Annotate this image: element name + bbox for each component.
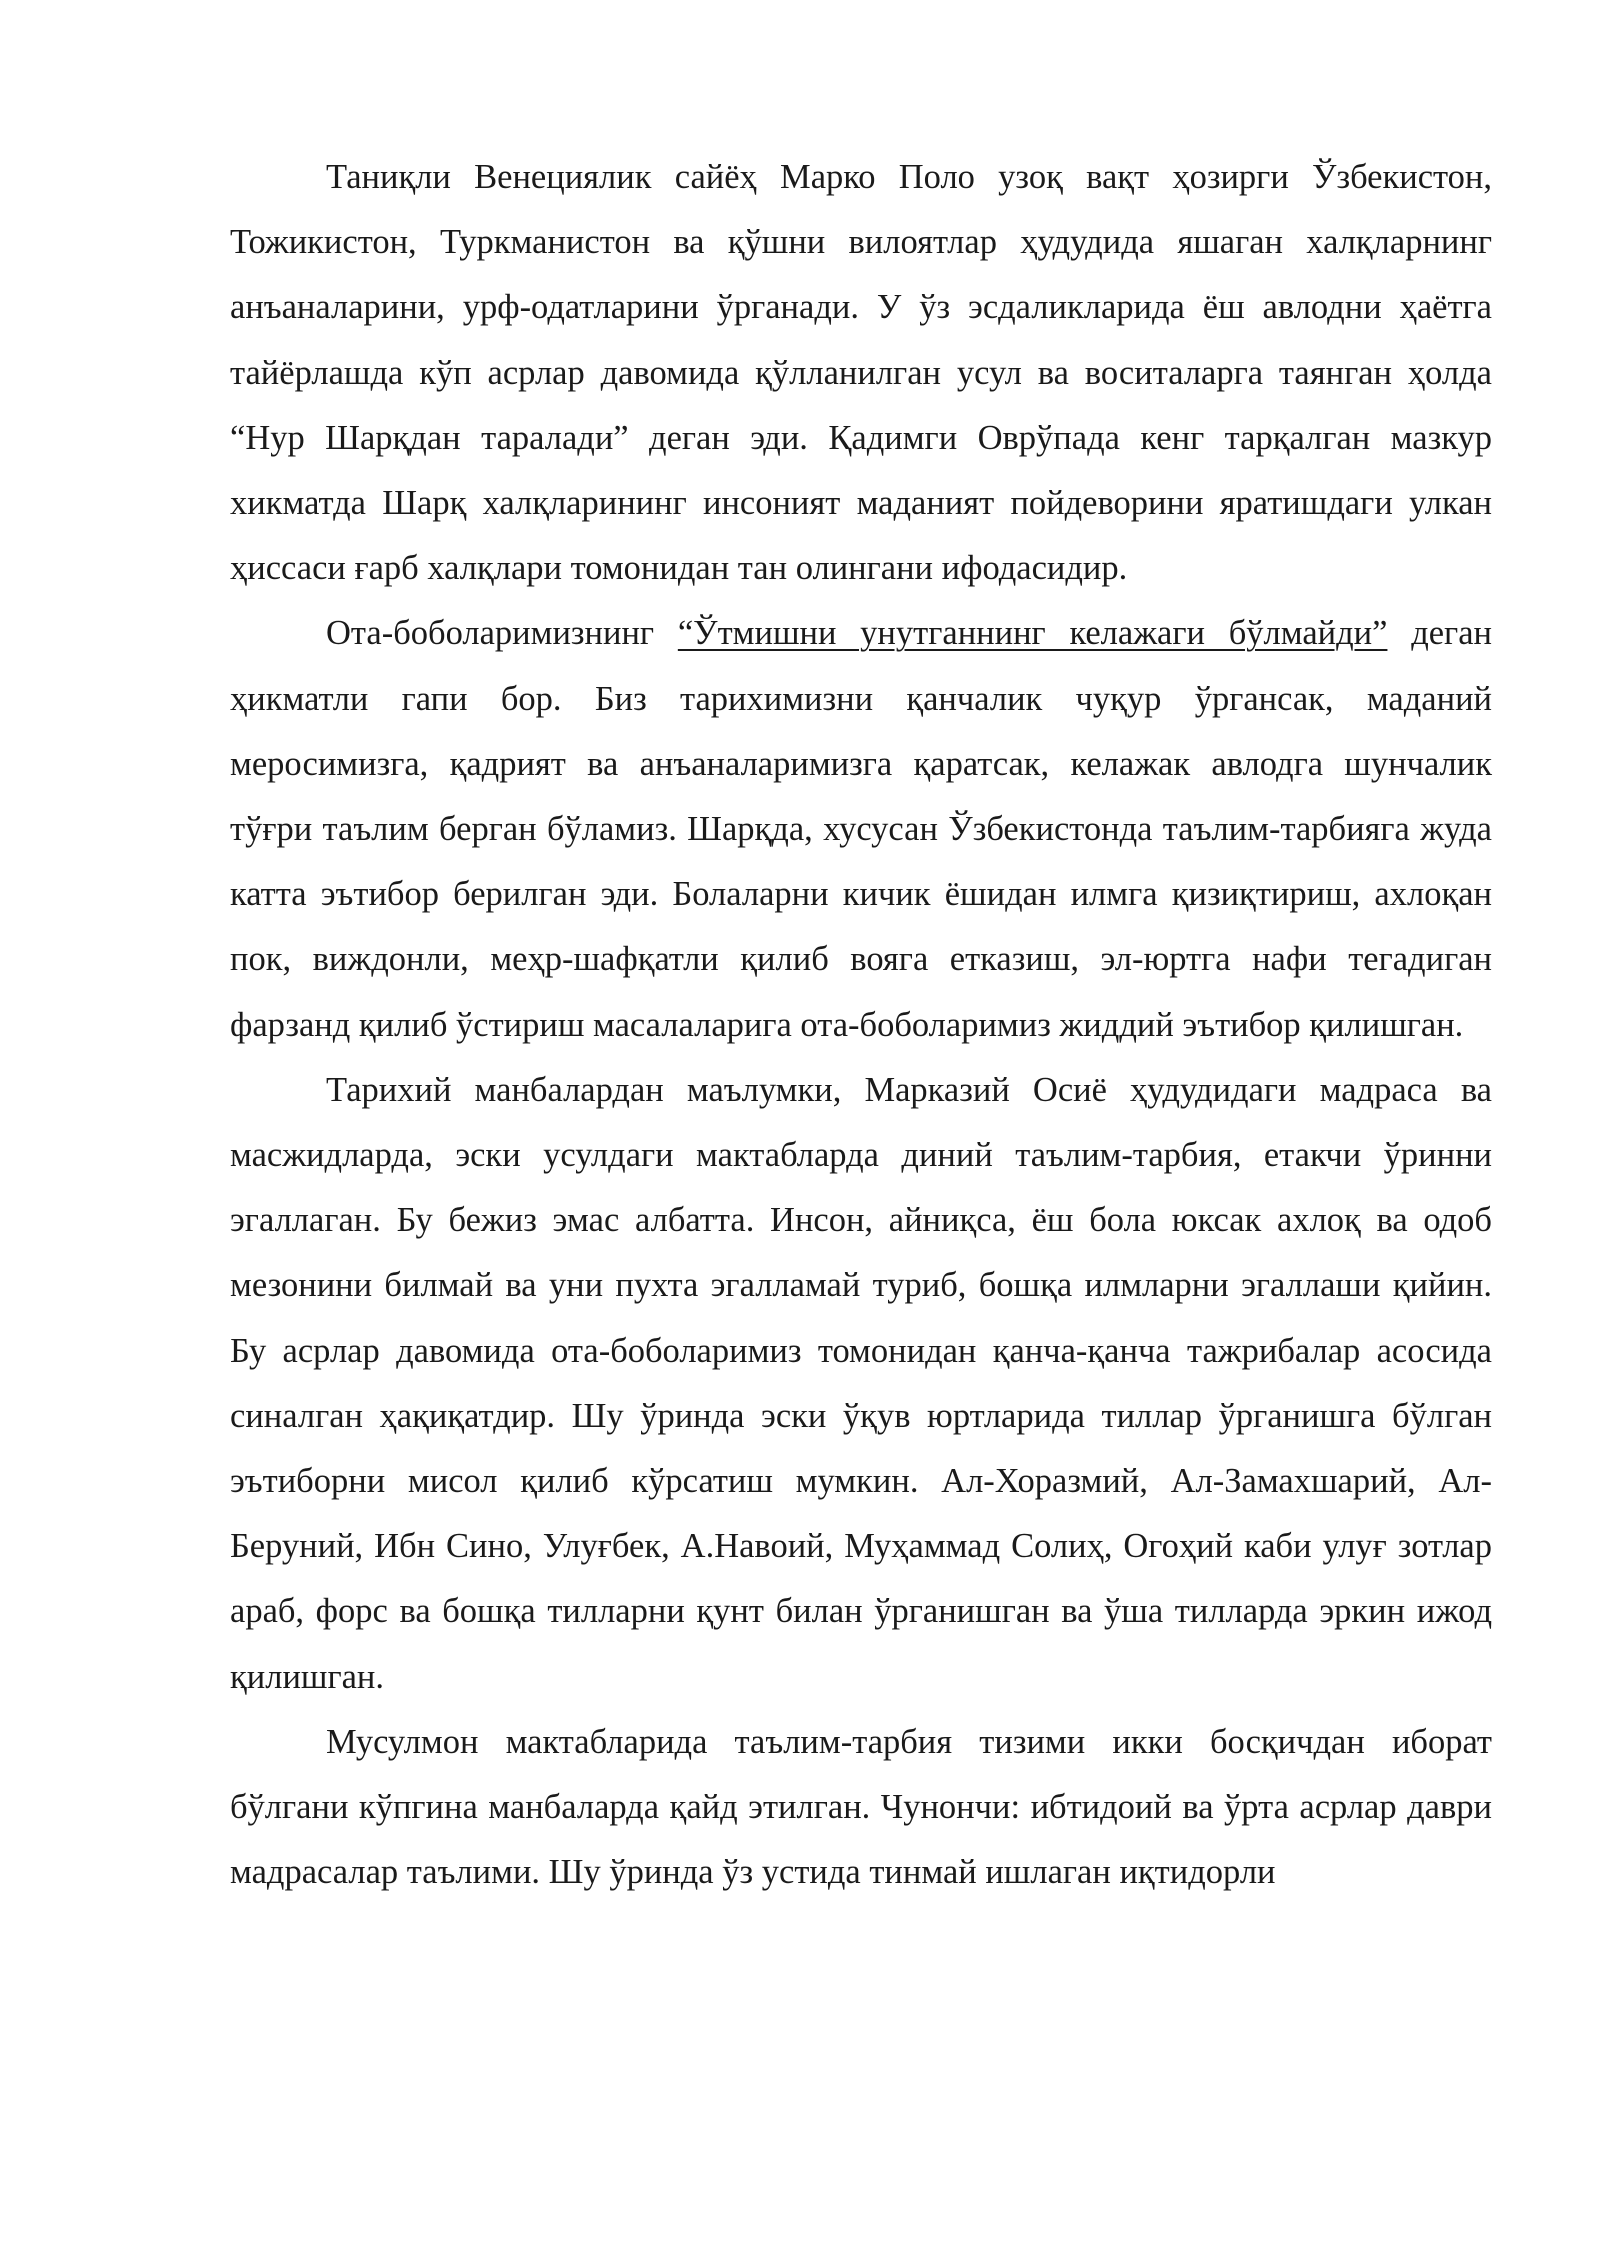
- underlined-quote: “Ўтмишни унутганнинг келажаги бўлмайди”: [677, 614, 1388, 653]
- paragraph-intro-text: Ота-боболаримизнинг: [326, 614, 678, 653]
- paragraph-muslim-schools: Мусулмон мактабларида таълим-тарбия тизими икки босқичдан иборат бўлгани кўпгина манбаларда қайд этилган. Чунончи: ибтидоий ва ўрта асрлар даври мадрасалар таълими. Шу ўринда ўз устида тинмай ишлаган иқтидорли: [230, 1722, 1492, 1892]
- paragraph-continuation-text: деган ҳикматли гапи бор. Биз тарихимизни қанчалик чуқур ўргансак, маданий меросимизга, қадрият ва анъаналаримизга қаратсак, келажак авлодга шунчалик тўғри таълим берган бўламиз. Шарқда, хусусан Ўзбекистонда таълим-тарбияга жуда катта эътибор берилган эди. Болаларни кичик ёшидан илмга қизиқтириш, ахлоқан пок, виждонли, меҳр-шафқатли қилиб вояга етказиш, эл-юртга нафи тегадиган фарзанд қилиб ўстириш масалаларига ота-боболаримиз жиддий эътибор қилишган.: [230, 614, 1492, 1044]
- paragraph-historical-sources: Тарихий манбалардан маълумки, Марказий Осиё ҳудудидаги мадраса ва масжидларда, эски усулдаги мактабларда диний таълим-тарбия, етакчи ўринни эгаллаган. Бу бежиз эмас албатта. Инсон, айниқса, ёш бола юксак ахлоқ ва одоб мезонини билмай ва уни пухта эгалламай туриб, бошқа илмларни эгаллаши қийин. Бу асрлар давомида ота-боболаримиз томонидан қанча-қанча тажрибалар асосида синалган ҳақиқатдир. Шу ўринда эски ўқув юртларида тиллар ўрганишга бўлган эътиборни мисол қилиб кўрсатиш мумкин. Ал-Хоразмий, Ал-Замахшарий, Ал-Беруний, Ибн Сино, Улуғбек, А.Навоий, Муҳаммад Солиҳ, Огоҳий каби улуғ зотлар араб, форс ва бошқа тилларни қунт билан ўрганишган ва ўша тилларда эркин ижод қилишган.: [230, 1070, 1492, 1696]
- document-body: [230, 145, 1492, 1905]
- paragraph-ancestors-wisdom: [230, 601, 1492, 1057]
- paragraph-marco-polo: Таниқли Венециялик сайёҳ Марко Поло узоқ вақт ҳозирги Ўзбекистон, Тожикистон, Туркманистон ва қўшни вилоятлар ҳудудида яшаган халқларнинг анъаналарини, урф-одатларини ўрганади. У ўз эсдаликларида ёш авлодни ҳаётга тайёрлашда кўп асрлар давомида қўлланилган усул ва воситаларга таянган ҳолда “Нур Шарқдан таралади” деган эди. Қадимги Оврўпада кенг тарқалган мазкур хикматда Шарқ халқларининг инсоният маданият пойдеворини яратишдаги улкан ҳиссаси ғарб халқлари томонидан тан олингани ифодасидир.: [230, 158, 1492, 588]
